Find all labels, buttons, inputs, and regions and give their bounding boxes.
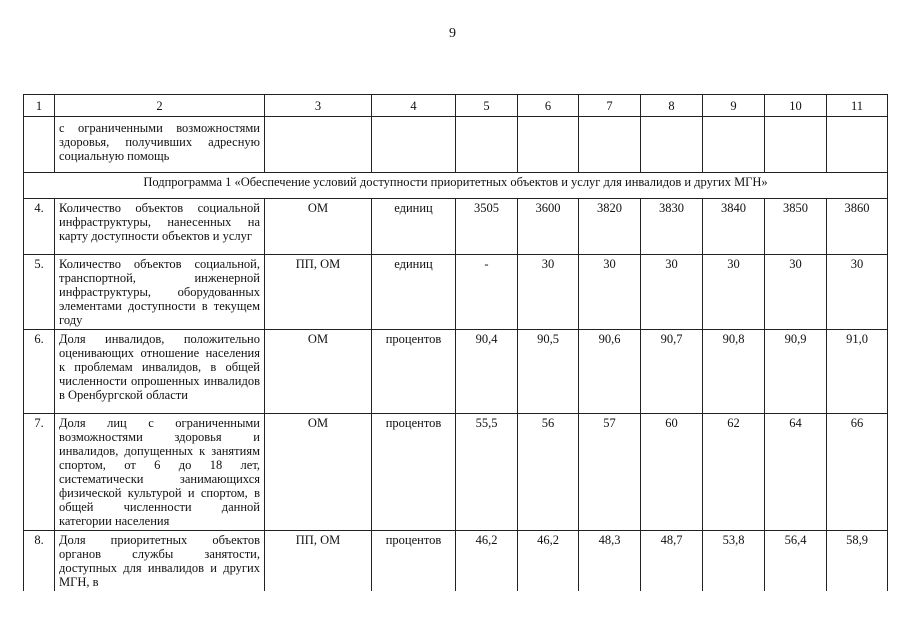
value-cell: 3820 <box>579 199 641 255</box>
table-row <box>24 199 888 255</box>
value-cell: 30 <box>641 255 703 330</box>
value-cell: 3600 <box>518 199 579 255</box>
row-number: 4. <box>24 199 55 255</box>
value-cell: 48,3 <box>579 531 641 592</box>
value-cell: 64 <box>765 414 827 531</box>
indicator-type: ПП, ОМ <box>265 531 372 592</box>
table-row <box>24 330 888 414</box>
row-number: 5. <box>24 255 55 330</box>
value-cell: 90,6 <box>579 330 641 414</box>
value-cell: 66 <box>827 414 888 531</box>
value-cell: 30 <box>579 255 641 330</box>
indicator-name: Количество объектов социальной, транспортной, инженерной инфраструктуры, оборудованных элементами доступности в текущем году <box>55 255 265 330</box>
value-cell: 62 <box>703 414 765 531</box>
header-cell: 8 <box>641 95 703 117</box>
value-cell: 3840 <box>703 199 765 255</box>
value-cell: 48,7 <box>641 531 703 592</box>
header-cell: 9 <box>703 95 765 117</box>
header-cell: 1 <box>24 95 55 117</box>
header-cell: 6 <box>518 95 579 117</box>
indicator-name: с ограниченными возможностями здоровья, получивших адресную социальную помощь <box>55 117 265 173</box>
value-cell: 46,2 <box>518 531 579 592</box>
indicator-name: Количество объектов социальной инфраструктуры, нанесенных на карту доступности объектов и услуг <box>55 199 265 255</box>
header-cell: 2 <box>55 95 265 117</box>
row-number <box>24 117 55 173</box>
header-cell: 4 <box>372 95 456 117</box>
value-cell: 90,5 <box>518 330 579 414</box>
value-cell: 58,9 <box>827 531 888 592</box>
table-row <box>24 414 888 531</box>
header-row <box>24 95 888 117</box>
value-cell: 60 <box>641 414 703 531</box>
value-cell: 91,0 <box>827 330 888 414</box>
value-cell: 53,8 <box>703 531 765 592</box>
value-cell: 3860 <box>827 199 888 255</box>
indicator-name: Доля инвалидов, положительно оценивающих отношение населения к проблемам инвалидов, в общей численности опрошенных инвалидов в Оренбургской области <box>55 330 265 414</box>
value-cell: 3830 <box>641 199 703 255</box>
indicator-type: ПП, ОМ <box>265 255 372 330</box>
value-cell: 90,4 <box>456 330 518 414</box>
indicators-table <box>23 94 888 591</box>
value-cell: 90,8 <box>703 330 765 414</box>
value-cell: 30 <box>703 255 765 330</box>
subprogram-title: Подпрограмма 1 «Обеспечение условий доступности приоритетных объектов и услуг для инвалидов и других МГН» <box>24 173 888 199</box>
table-row <box>24 531 888 592</box>
header-cell: 11 <box>827 95 888 117</box>
indicator-type: ОМ <box>265 414 372 531</box>
value-cell: 56,4 <box>765 531 827 592</box>
value-cell: 90,9 <box>765 330 827 414</box>
value-cell: - <box>456 255 518 330</box>
header-cell: 3 <box>265 95 372 117</box>
indicator-type: ОМ <box>265 199 372 255</box>
unit: процентов <box>372 330 456 414</box>
unit: процентов <box>372 414 456 531</box>
indicator-name: Доля лиц с ограниченными возможностями здоровья и инвалидов, допущенных к занятиям спортом, от 6 до 18 лет, систематически занимающихся физической культурой и спортом, в общей численности данной категории населения <box>55 414 265 531</box>
value-cell: 30 <box>518 255 579 330</box>
header-cell: 5 <box>456 95 518 117</box>
table-row <box>24 117 888 173</box>
value-cell: 46,2 <box>456 531 518 592</box>
value-cell: 55,5 <box>456 414 518 531</box>
unit: единиц <box>372 255 456 330</box>
unit: единиц <box>372 199 456 255</box>
page-number: 9 <box>449 26 456 41</box>
value-cell: 3850 <box>765 199 827 255</box>
value-cell: 57 <box>579 414 641 531</box>
row-number: 6. <box>24 330 55 414</box>
value-cell: 90,7 <box>641 330 703 414</box>
row-number: 7. <box>24 414 55 531</box>
value-cell: 56 <box>518 414 579 531</box>
value-cell: 3505 <box>456 199 518 255</box>
indicator-name: Доля приоритетных объектов органов службы занятости, доступных для инвалидов и других МГН, в <box>55 531 265 592</box>
table-row <box>24 255 888 330</box>
row-number: 8. <box>24 531 55 592</box>
value-cell: 30 <box>827 255 888 330</box>
value-cell: 30 <box>765 255 827 330</box>
header-cell: 7 <box>579 95 641 117</box>
unit: процентов <box>372 531 456 592</box>
indicator-type: ОМ <box>265 330 372 414</box>
header-cell: 10 <box>765 95 827 117</box>
subprogram-row <box>24 173 888 199</box>
